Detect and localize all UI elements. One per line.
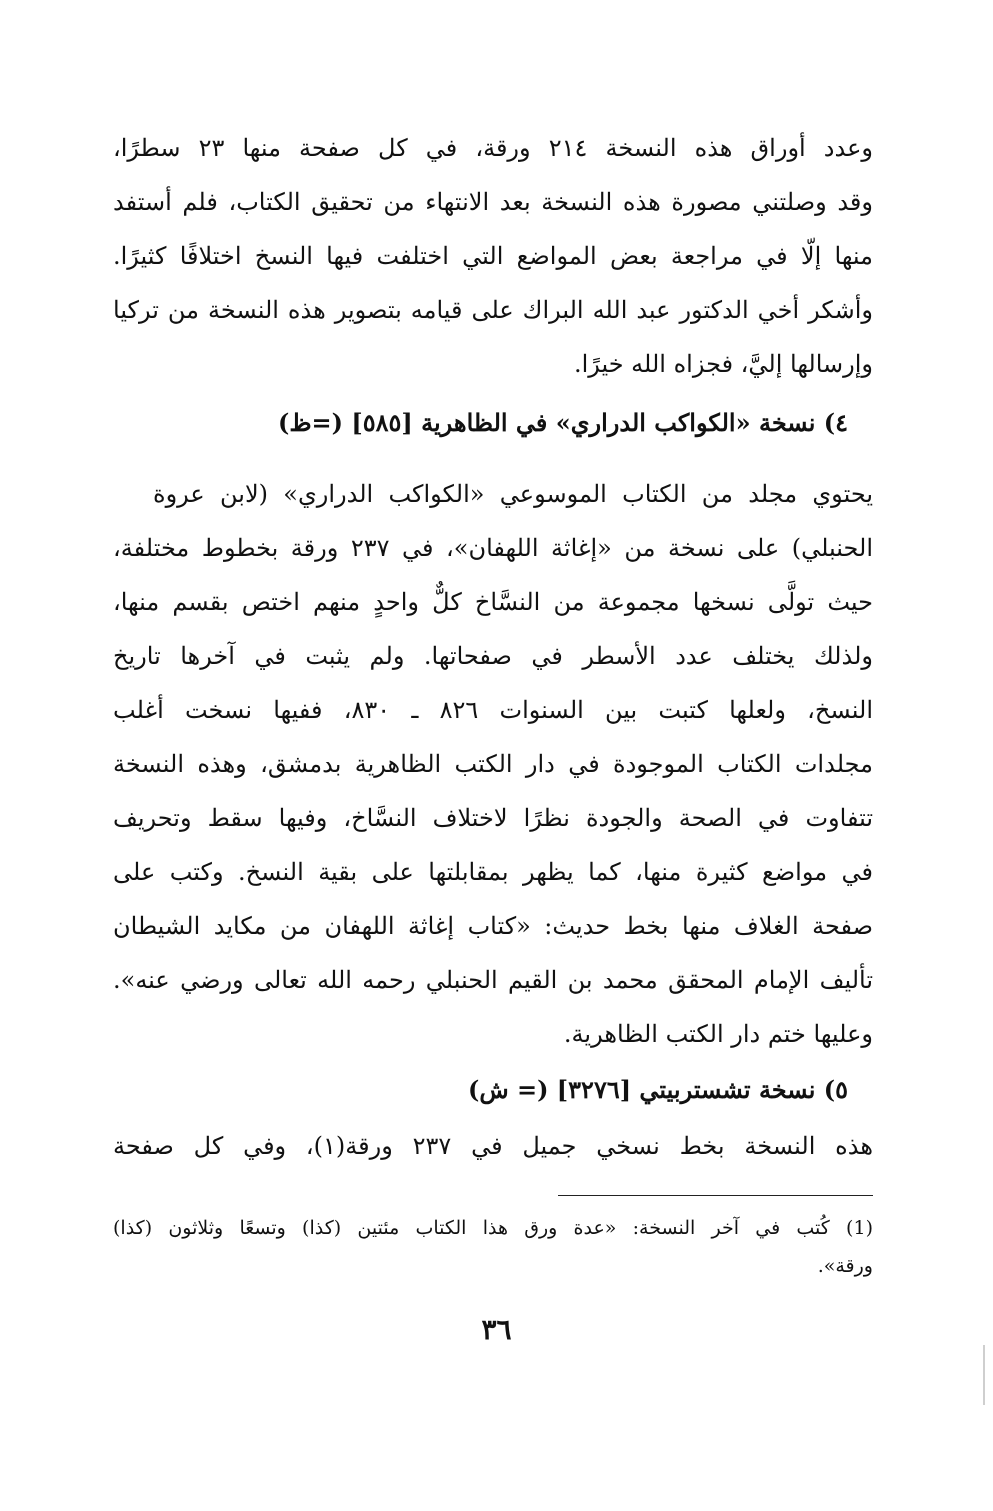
paragraph-1-line-3: منها إلّا في مراجعة بعض المواضع التي اختلفت فيها النسخ اختلافًا كثيرًا. <box>113 242 873 270</box>
paragraph-2-line-5: النسخ، ولعلها كتبت بين السنوات ٨٢٦ ـ ٨٣٠، ففيها نسخت أغلب <box>113 696 874 724</box>
paragraph-2-line-2: الحنبلي) على نسخة من «إغاثة اللهفان»، في ٢٣٧ ورقة بخطوط مختلفة، <box>113 534 873 562</box>
footnote-line-2: ورقة». <box>817 1255 873 1277</box>
footnote-line-1: (1) كُتب في آخر النسخة: «عدة ورق هذا الكتاب مئتين (كذا) وتسعًا وثلاثون (كذا) <box>113 1217 873 1239</box>
paragraph-1-line-5: وإرسالها إليَّ، فجزاه الله خيرًا. <box>573 350 873 378</box>
paragraph-1-line-4: وأشكر أخي الدكتور عبد الله البراك على قيامه بتصوير هذه النسخة من تركيا <box>113 296 873 324</box>
paragraph-3-line-1: هذه النسخة بخط نسخي جميل في ٢٣٧ ورقة(١)، وفي كل صفحة <box>113 1132 873 1160</box>
paragraph-2-line-7: تتفاوت في الصحة والجودة نظرًا لاختلاف النسَّاخ، وفيها سقط وتحريف <box>113 804 873 832</box>
paragraph-2-line-3: حيث تولَّى نسخها مجموعة من النسَّاخ كلٌّ واحدٍ منهم اختص بقسم منها، <box>113 588 874 616</box>
paragraph-2-line-6: مجلدات الكتاب الموجودة في دار الكتب الظاهرية بدمشق، وهذه النسخة <box>113 750 873 778</box>
page-number: ٣٦ <box>481 1313 512 1346</box>
paragraph-2-line-1: يحتوي مجلد من الكتاب الموسوعي «الكواكب الدراري» (لابن عروة <box>153 480 873 508</box>
paragraph-2-line-4: ولذلك يختلف عدد الأسطر في صفحاتها. ولم يثبت في آخرها تاريخ <box>113 642 873 670</box>
paragraph-1-line-1: وعدد أوراق هذه النسخة ٢١٤ ورقة، في كل صفحة منها ٢٣ سطرًا، <box>113 134 874 162</box>
paragraph-2-line-9: صفحة الغلاف منها بخط حديث: «كتاب إغاثة اللهفان من مكايد الشيطان <box>113 912 873 940</box>
paragraph-2-line-11: وعليها ختم دار الكتب الظاهرية. <box>563 1020 873 1048</box>
paragraph-2-line-10: تأليف الإمام المحقق محمد بن القيم الحنبلي رحمه الله تعالى ورضي عنه». <box>113 966 873 994</box>
section-heading-4: ٤) نسخة «الكواكب الدراري» في الظاهرية [٥٨٥] (=ظ) <box>278 408 848 437</box>
scan-edge-mark <box>983 1345 985 1405</box>
paragraph-2-line-8: في مواضع كثيرة منها، كما يظهر بمقابلتها على بقية النسخ. وكتب على <box>113 858 873 886</box>
footnote-separator <box>558 1195 873 1196</box>
section-heading-5: ٥) نسخة تشستربيتي [٣٢٧٦] (= ش) <box>467 1075 848 1104</box>
paragraph-1-line-2: وقد وصلتني مصورة هذه النسخة بعد الانتهاء من تحقيق الكتاب، فلم أستفد <box>113 188 873 216</box>
